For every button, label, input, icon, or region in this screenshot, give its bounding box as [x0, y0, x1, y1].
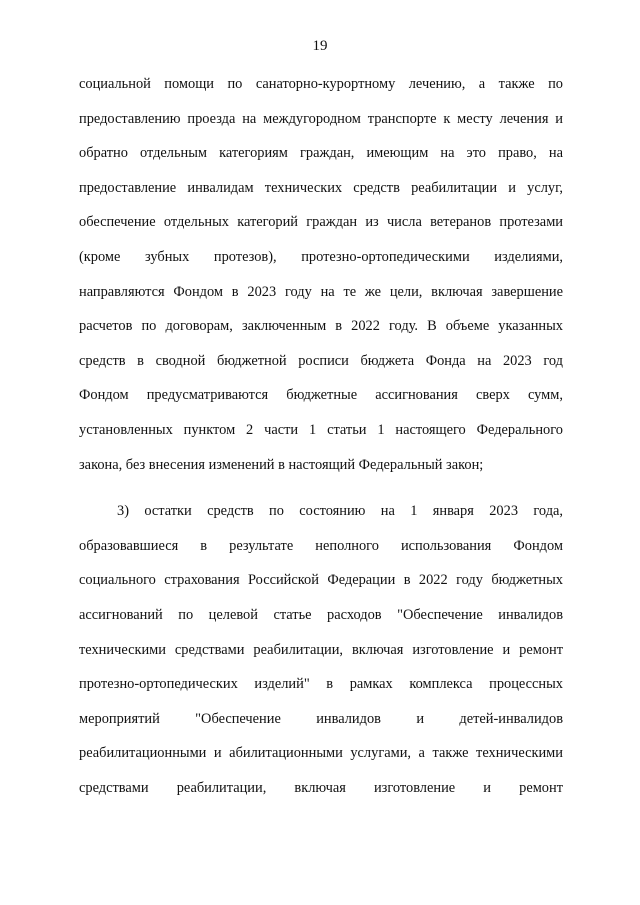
text-line: средствами реабилитации, включая изготовление и ремонт [79, 779, 563, 796]
text-line: социального страхования Российской Федерации в 2022 году бюджетных [79, 572, 563, 589]
paragraph-spacer [79, 489, 563, 501]
text-line: предоставление инвалидам технических средств реабилитации и услуг, [79, 179, 563, 196]
paragraph-1 [79, 74, 563, 489]
text-line: техническими средствами реабилитации, включая изготовление и ремонт [79, 641, 563, 658]
paragraph-2 [79, 501, 563, 812]
text-line: направляются Фондом в 2023 году на те же цели, включая завершение [79, 283, 563, 300]
text-line: обратно отдельным категориям граждан, имеющим на это право, на [79, 145, 563, 162]
text-line: Фондом предусматриваются бюджетные ассигнования сверх сумм, [79, 387, 563, 404]
text-line: реабилитационными и абилитационными услугами, а также техническими [79, 745, 563, 762]
text-line: закона, без внесения изменений в настоящий Федеральный закон; [79, 456, 484, 473]
text-line: средств в сводной бюджетной росписи бюджета Фонда на 2023 год [79, 352, 563, 369]
text-line: мероприятий "Обеспечение инвалидов и детей-инвалидов [79, 710, 563, 727]
text-line: социальной помощи по санаторно-курортному лечению, а также по [79, 76, 563, 92]
page-number: 19 [312, 38, 328, 54]
document-body [79, 74, 563, 812]
text-line: протезно-ортопедических изделий" в рамках комплекса процессных [79, 676, 563, 693]
text-line: ассигнований по целевой статье расходов "Обеспечение инвалидов [79, 606, 563, 623]
text-line: образовавшиеся в результате неполного использования Фондом [79, 537, 563, 554]
text-line: предоставлению проезда на междугородном транспорте к месту лечения и [79, 110, 563, 127]
text-line: обеспечение отдельных категорий граждан из числа ветеранов протезами [79, 214, 563, 231]
text-line: 3) остатки средств по состоянию на 1 января 2023 года, [117, 503, 563, 520]
text-line: (кроме зубных протезов), протезно-ортопедическими изделиями, [79, 248, 563, 265]
text-line: установленных пунктом 2 части 1 статьи 1 настоящего Федерального [79, 421, 563, 438]
text-line: расчетов по договорам, заключенным в 2022 году. В объеме указанных [79, 318, 563, 335]
